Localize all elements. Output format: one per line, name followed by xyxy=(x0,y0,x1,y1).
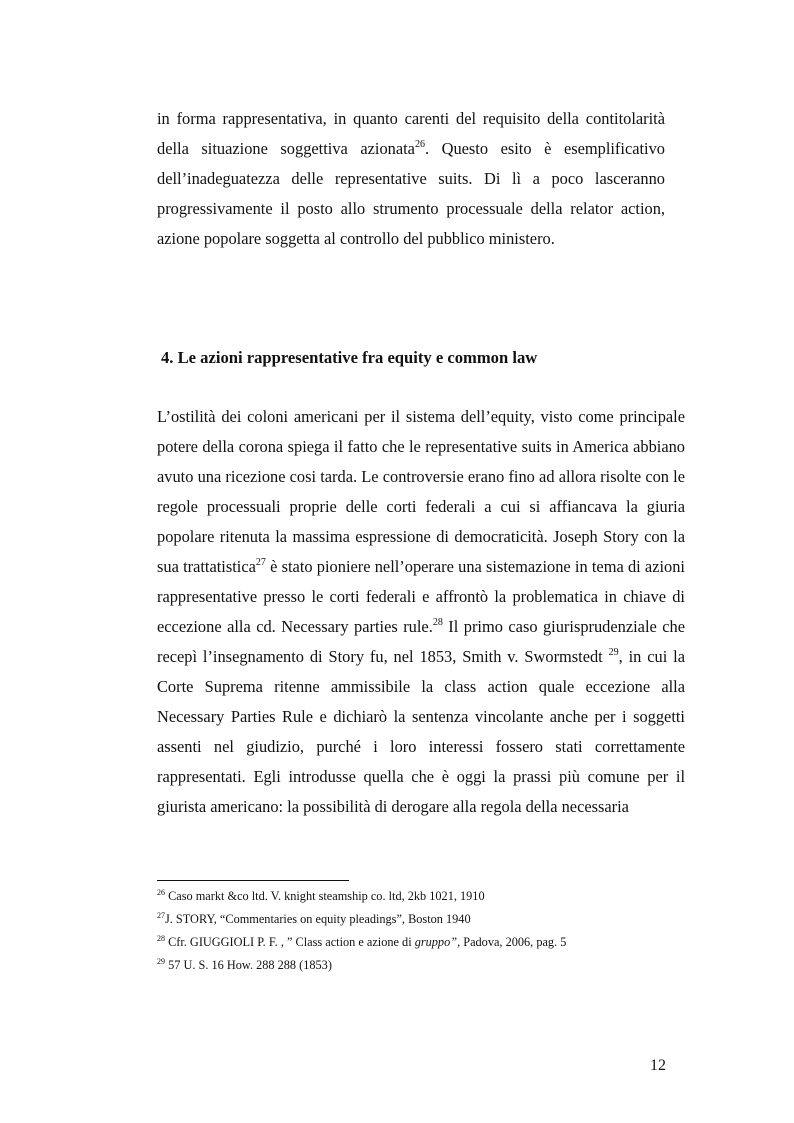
paragraph-text: Il primo caso giurisprudenziale che recepì l’insegnamento di Story fu, nel 1853, Smith v. Swormstedt xyxy=(157,617,685,666)
paragraph-text: , in cui la Corte Suprema ritenne ammissibile la class action quale eccezione alla Necessary Parties Rule e dichiarò la sentenza vincolante anche per i soggetti assenti nel giudizio, purché i loro interessi fossero stati correttamente rappresentati. Egli introdusse quella che è oggi la prassi più comune per il giurista americano: la possibilità di derogare alla regola della necessaria xyxy=(157,647,685,816)
footnote-28 xyxy=(157,931,697,954)
footnote-number: 26 xyxy=(157,887,165,897)
footnote-text: Cfr. GIUGGIOLI P. F. , ” Class action e azione di xyxy=(165,935,415,949)
footnote-27 xyxy=(157,908,697,931)
footnote-ref-27[interactable]: 27 xyxy=(255,556,266,568)
paragraph-body xyxy=(157,402,685,822)
footnotes-section xyxy=(157,885,697,977)
footnote-number: 27 xyxy=(157,910,165,920)
footnote-ref-28[interactable]: 28 xyxy=(432,616,443,628)
footnote-text: , Padova, 2006, pag. 5 xyxy=(457,935,567,949)
paragraph-continuation xyxy=(157,104,665,254)
footnote-number: 28 xyxy=(157,933,165,943)
footnote-26 xyxy=(157,885,697,908)
footnote-number: 29 xyxy=(157,956,165,966)
page-number: 12 xyxy=(650,1057,666,1074)
paragraph-text: . Questo esito è esemplificativo dell’inadeguatezza delle representative suits. Di lì a poco lasceranno progressivamente il posto allo strumento processuale della relator action, azione popolare soggetta al controllo del pubblico ministero. xyxy=(157,139,665,248)
paragraph-text: L’ostilità dei coloni americani per il sistema dell’equity, visto come principale potere della corona spiega il fatto che le representative suits in America abbiano avuto una ricezione cosi tarda. Le controversie erano fino ad allora risolte con le regole processuali proprie delle corti federali a cui si affiancava la giuria popolare ritenuta la massima espressione di democraticità. Joseph Story con la sua trattatistica xyxy=(157,407,685,576)
paragraph-text: è stato pioniere nell’operare una sistemazione in tema di azioni rappresentative presso le corti federali e affrontò la problematica in chiave di eccezione alla cd. Necessary parties rule. xyxy=(157,557,685,636)
paragraph-text: in forma rappresentativa, in quanto carenti del requisito della contitolarità della situazione soggettiva azionata xyxy=(157,109,665,158)
footnote-text: Caso markt &co ltd. V. knight steamship co. ltd, 2kb 1021, 1910 xyxy=(165,889,485,903)
footnote-text-italic: gruppo” xyxy=(414,935,458,949)
footnote-divider xyxy=(157,880,349,881)
footnote-ref-29[interactable]: 29 xyxy=(608,646,619,658)
footnote-29 xyxy=(157,954,697,977)
section-heading: 4. Le azioni rappresentative fra equity e common law xyxy=(161,348,538,367)
footnote-text: J. STORY, “Commentaries on equity pleadings”, Boston 1940 xyxy=(165,912,471,926)
footnote-ref-26[interactable]: 26 xyxy=(414,138,425,150)
footnote-text: 57 U. S. 16 How. 288 288 (1853) xyxy=(165,958,332,972)
